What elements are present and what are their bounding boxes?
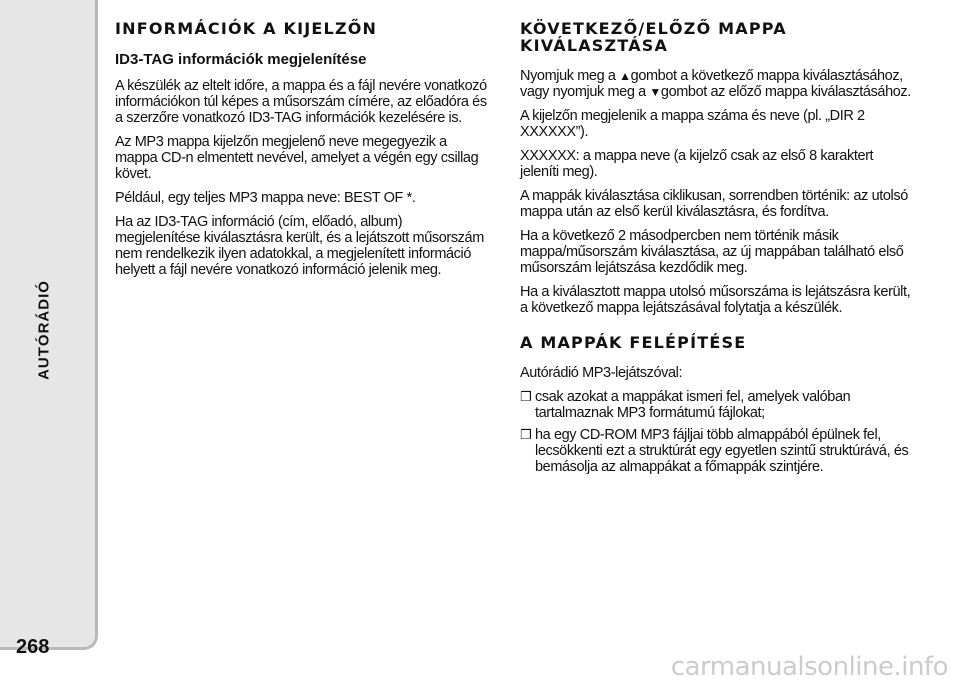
bullet-list [520, 389, 915, 475]
section-heading-folder-structure: A MAPPÁK FELÉPÍTÉSE [520, 333, 747, 352]
section-heading-folder-select: KÖVETKEZŐ/ELŐZŐ MAPPA KIVÁLASZTÁSA [520, 19, 787, 55]
right-column [520, 20, 915, 481]
checkbox-bullet-icon: ❒ [520, 427, 532, 442]
paragraph: A készülék az eltelt időre, a mappa és a fájl nevére vonatkozó információkon túl képes a műsorszám címére, az előadóra és a szerzőre vonatkozó ID3-TAG információk kezelésére is. [115, 78, 487, 126]
paragraph: Az MP3 mappa kijelzőn megjelenő neve megegyezik a mappa CD-n elmentett nevével, amelyet a végén egy csillag követ. [115, 134, 479, 182]
left-column [115, 20, 487, 286]
up-arrow-icon: ▲ [619, 69, 631, 83]
subheading-id3-tag: ID3-TAG információk megjelenítése [115, 51, 367, 68]
paragraph-intro: Autórádió MP3-lejátszóval: [520, 365, 683, 381]
paragraph: Ha a kiválasztott mappa utolsó műsorszáma is lejátszásra került, a következő mappa lejátszásával folytatja a készülék. [520, 284, 911, 316]
text: gombot a következő mappa kiválasztásához, vagy nyomjuk meg a [520, 68, 903, 100]
paragraph: Például, egy teljes MP3 mappa neve: BEST OF *. [115, 190, 416, 206]
sidebar-tab [0, 0, 98, 658]
paragraph: Ha az ID3-TAG információ (cím, előadó, album) megjelenítése kiválasztásra került, és a lejátszott műsorszám nem rendelkezik ilyen adatokkal, a megjelenített információ helyett a fájl nevére vonatkozó információ jelenik meg. [115, 214, 484, 278]
page-number: 268 [16, 636, 50, 658]
list-item [520, 427, 915, 475]
section-label: AUTÓRÁDIÓ [35, 280, 53, 380]
text: Nyomjuk meg a [520, 68, 620, 84]
paragraph: A kijelzőn megjelenik a mappa száma és neve (pl. „DIR 2 XXXXXX”). [520, 108, 865, 140]
list-item-text: ha egy CD-ROM MP3 fájljai több almappából épülnek fel, lecsökkenti ezt a struktúrát egy egyetlen szintű struktúrává, és bemásolja az almappákat a főmappák szintjére. [535, 427, 909, 475]
paragraph-folder-buttons [520, 68, 915, 100]
list-item-text: csak azokat a mappákat ismeri fel, amelyek valóban tartalmaznak MP3 formátumú fájlokat; [535, 389, 851, 421]
watermark: carmanualsonline.info [670, 652, 948, 682]
paragraph: A mappák kiválasztása ciklikusan, sorrendben történik: az utolsó mappa után az első kerül kiválasztásra, és fordítva. [520, 188, 908, 220]
section-heading-display-info: INFORMÁCIÓK A KIJELZŐN [115, 19, 378, 38]
paragraph: Ha a következő 2 másodpercben nem történik másik mappa/műsorszám kiválasztása, az új mappában található első műsorszám lejátszása kezdődik meg. [520, 228, 904, 276]
down-arrow-icon: ▼ [649, 85, 661, 99]
checkbox-bullet-icon: ❒ [520, 389, 532, 404]
text: gombot az előző mappa kiválasztásához. [660, 84, 911, 100]
paragraph: XXXXXX: a mappa neve (a kijelző csak az első 8 karaktert jeleníti meg). [520, 148, 874, 180]
list-item [520, 389, 915, 421]
